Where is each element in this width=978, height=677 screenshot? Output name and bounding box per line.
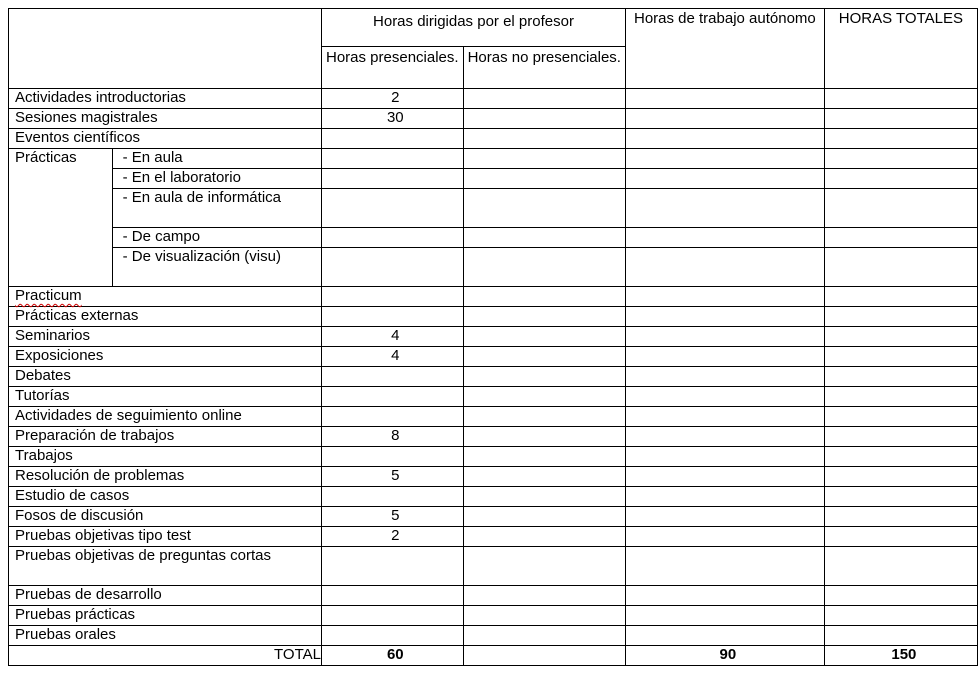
total-autonomous: 90 — [625, 646, 824, 666]
row-label-practicas: Prácticas — [9, 149, 113, 287]
cell-in-person: 5 — [322, 507, 464, 527]
sub-row-label: - En el laboratorio — [112, 169, 321, 189]
row-label: Prácticas externas — [9, 307, 322, 327]
header-blank-cell — [9, 9, 322, 89]
row-label: Seminarios — [9, 327, 322, 347]
table-row — [9, 467, 978, 487]
cell-in-person: 30 — [322, 109, 464, 129]
table-row — [9, 487, 978, 507]
row-label: Exposiciones — [9, 347, 322, 367]
row-label: Pruebas objetivas tipo test — [9, 527, 322, 547]
sub-row-label: - De campo — [112, 228, 321, 248]
table-row — [9, 89, 978, 109]
row-label: Pruebas de desarrollo — [9, 586, 322, 606]
sub-row-label: - En aula — [112, 149, 321, 169]
total-remote — [463, 646, 625, 666]
row-label-text: Practicum — [15, 287, 82, 304]
table-row — [9, 626, 978, 646]
row-label: Actividades de seguimiento online — [9, 407, 322, 427]
header-autonomous-hours: Horas de trabajo autónomo — [625, 9, 824, 89]
row-label: Eventos científicos — [9, 129, 322, 149]
total-row — [9, 646, 978, 666]
table-row — [9, 507, 978, 527]
table-row — [9, 228, 978, 248]
cell-in-person: 5 — [322, 467, 464, 487]
table-row — [9, 248, 978, 287]
row-label: Pruebas prácticas — [9, 606, 322, 626]
header-total-hours: HORAS TOTALES — [824, 9, 977, 89]
row-label: Sesiones magistrales — [9, 109, 322, 129]
row-label: Debates — [9, 367, 322, 387]
row-label: Pruebas objetivas de preguntas cortas — [9, 547, 322, 586]
table-row — [9, 347, 978, 367]
table-row — [9, 287, 978, 307]
sub-row-label: - De visualización (visu) — [112, 248, 321, 287]
row-label: Tutorías — [9, 387, 322, 407]
table-row — [9, 527, 978, 547]
cell-in-person: 4 — [322, 347, 464, 367]
table-row — [9, 129, 978, 149]
table-row — [9, 367, 978, 387]
table-row — [9, 189, 978, 228]
total-label: TOTAL — [9, 646, 322, 666]
total-hours: 150 — [824, 646, 977, 666]
table-row — [9, 149, 978, 169]
row-label: Resolución de problemas — [9, 467, 322, 487]
table-row — [9, 447, 978, 467]
sub-row-label: - En aula de informática — [112, 189, 321, 228]
table-row — [9, 427, 978, 447]
table-row — [9, 547, 978, 586]
header-remote-hours: Horas no presenciales. — [463, 47, 625, 89]
table-row — [9, 307, 978, 327]
hours-table — [8, 8, 978, 666]
cell-in-person: 4 — [322, 327, 464, 347]
cell-in-person: 2 — [322, 89, 464, 109]
row-label: Actividades introductorias — [9, 89, 322, 109]
row-label — [9, 287, 322, 307]
table-row — [9, 606, 978, 626]
row-label: Preparación de trabajos — [9, 427, 322, 447]
header-in-person-hours: Horas presenciales. — [322, 47, 464, 89]
table-row — [9, 586, 978, 606]
table-row — [9, 407, 978, 427]
table-row — [9, 169, 978, 189]
row-label: Pruebas orales — [9, 626, 322, 646]
cell-in-person: 8 — [322, 427, 464, 447]
row-label: Fosos de discusión — [9, 507, 322, 527]
header-directed-hours: Horas dirigidas por el profesor — [322, 9, 626, 47]
table-row — [9, 109, 978, 129]
table-row — [9, 327, 978, 347]
row-label: Trabajos — [9, 447, 322, 467]
total-in-person: 60 — [322, 646, 464, 666]
cell-in-person: 2 — [322, 527, 464, 547]
row-label: Estudio de casos — [9, 487, 322, 507]
table-row — [9, 387, 978, 407]
